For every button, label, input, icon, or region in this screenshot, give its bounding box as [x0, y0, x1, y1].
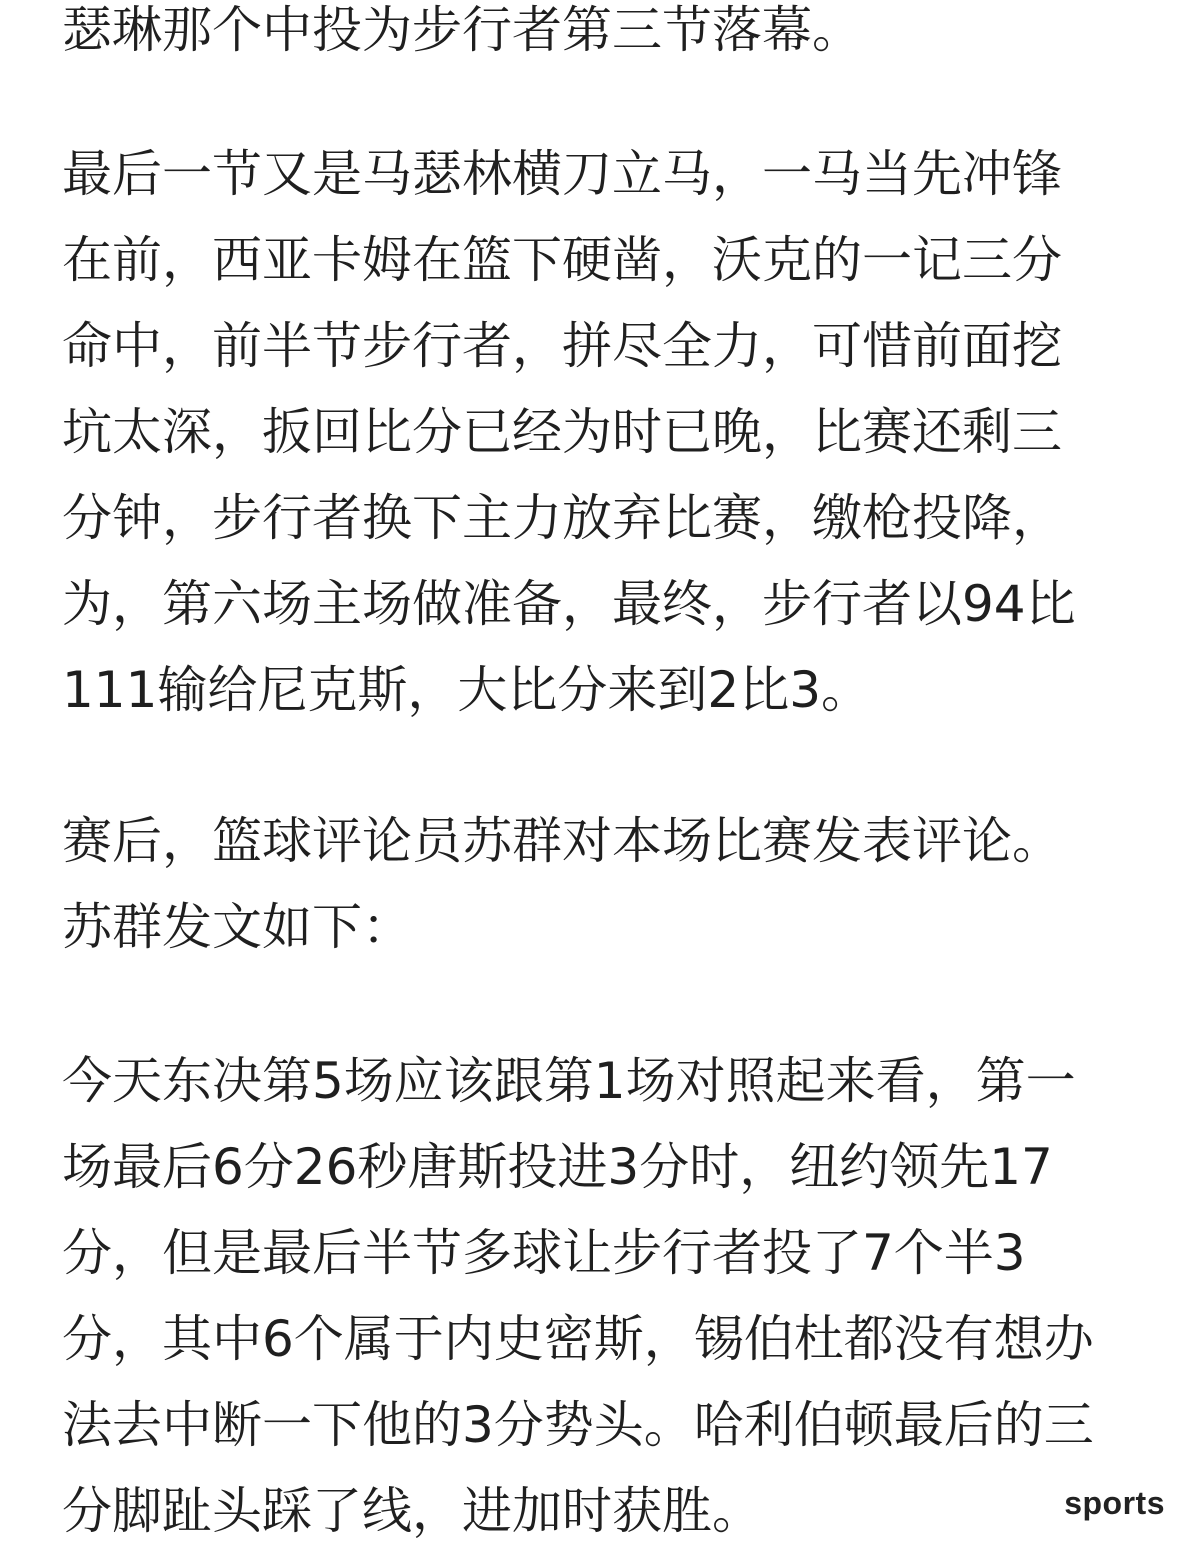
article-paragraph: 瑟琳那个中投为步行者第三节落幕。 — [62, 1, 862, 59]
article-paragraph: 最后一节又是马瑟林横刀立马，一马当先冲锋 在前，西亚卡姆在篮下硬凿，沃克的一记三分 命中，前半节步行者，拼尽全力，可惜前面挖 坑太深，扳回比分已经为时已晚，比赛还剩三 分钟，步行者换下主力放弃比赛，缴枪投降， 为，第六场主场做准备，最终，步行者以94比 111输给尼克斯，大比分来到2比3。 — [62, 145, 1076, 719]
sports-watermark: sports — [1064, 1485, 1165, 1521]
article-paragraph: 今天东决第5场应该跟第1场对照起来看，第一 场最后6分26秒唐斯投进3分时，纽约领先17 分，但是最后半节多球让步行者投了7个半3 分，其中6个属于内史密斯，锡伯杜都没有想办 法去中断一下他的3分势头。哈利伯顿最后的三 分脚趾头踩了线，进加时获胜。 — [62, 1052, 1094, 1540]
article-paragraph: 赛后，篮球评论员苏群对本场比赛发表评论。 苏群发文如下： — [62, 812, 1062, 956]
